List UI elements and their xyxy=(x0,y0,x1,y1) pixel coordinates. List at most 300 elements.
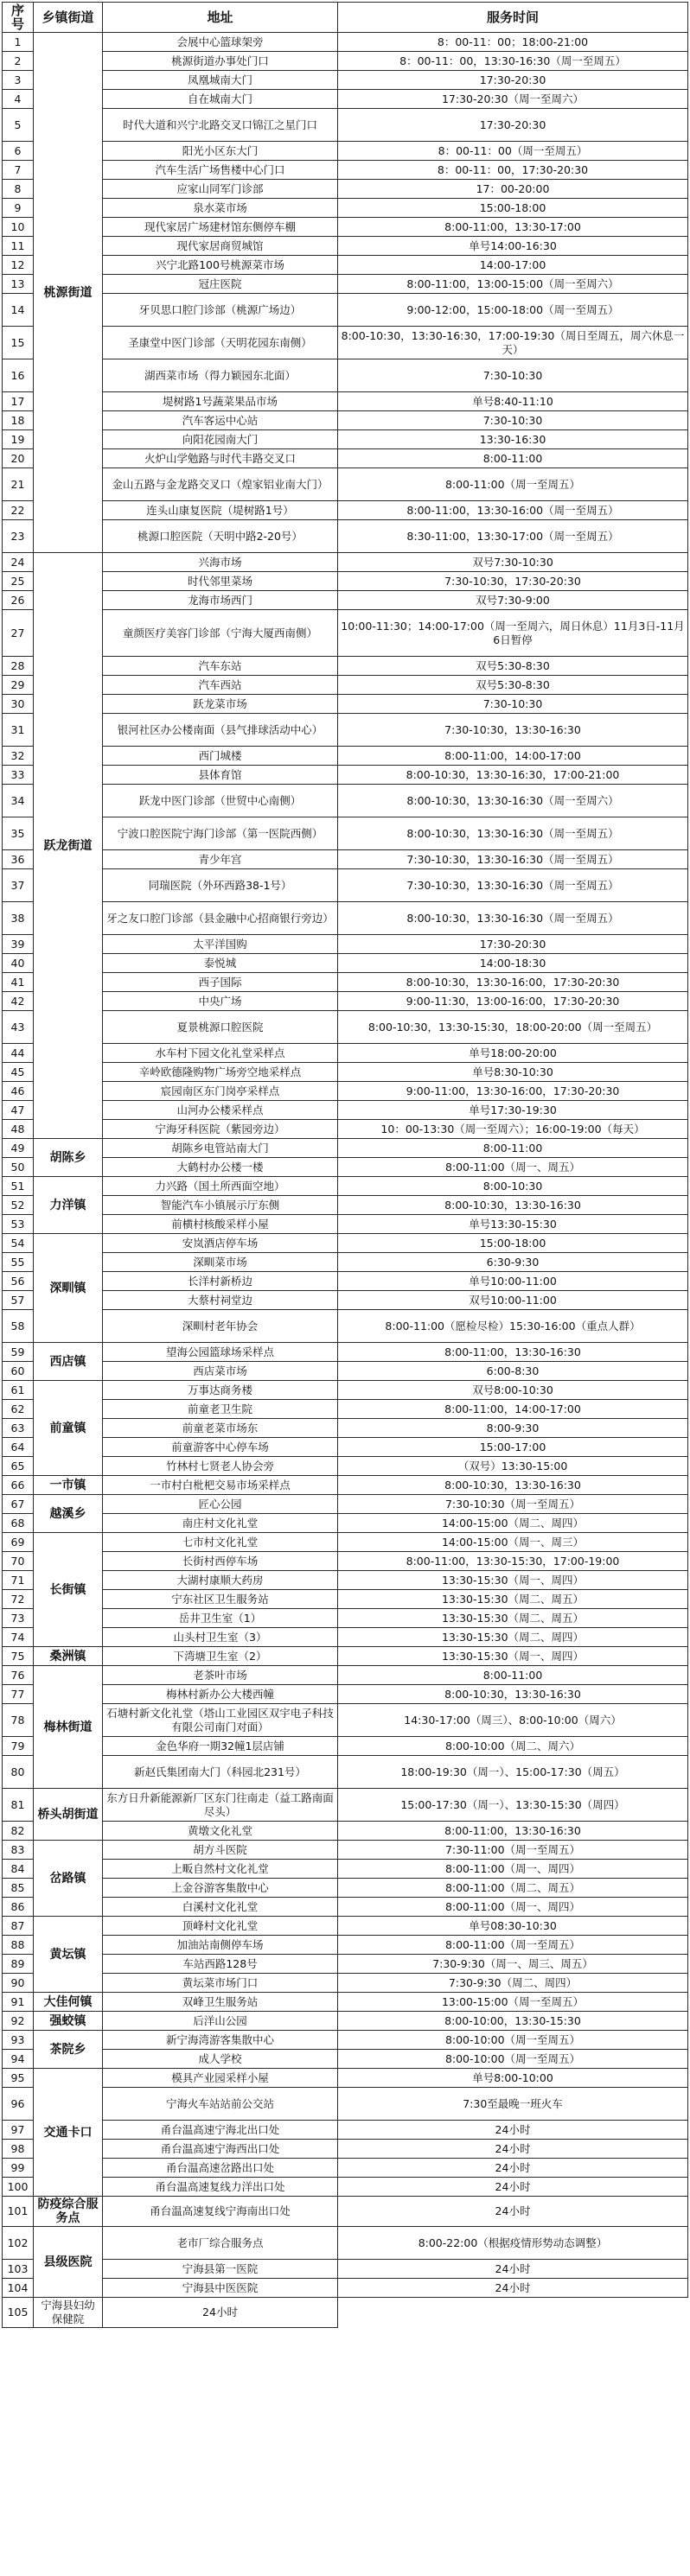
address-cell: 大鹤村办公楼一楼 xyxy=(103,1158,338,1177)
table-row xyxy=(3,1082,688,1101)
serial-number-cell: 40 xyxy=(3,954,34,973)
table-row xyxy=(3,33,688,52)
serial-number-cell: 20 xyxy=(3,449,34,468)
table-row xyxy=(3,1571,688,1590)
address-cell: 时代大道和兴宁北路交叉口锦江之星门口 xyxy=(103,109,338,142)
service-hours-cell: 单号13:30-15:30 xyxy=(338,1215,688,1234)
table-row xyxy=(3,1590,688,1609)
table-row xyxy=(3,1822,688,1841)
address-cell: 下湾塘卫生室（2） xyxy=(103,1647,338,1666)
header-town: 乡镇街道 xyxy=(34,3,103,33)
town-cell: 岔路镇 xyxy=(34,1841,103,1917)
header-service-hours: 服务时间 xyxy=(338,3,688,33)
address-cell: 县体育馆 xyxy=(103,766,338,785)
address-cell: 万事达商务楼 xyxy=(103,1381,338,1400)
serial-number-cell: 44 xyxy=(3,1044,34,1063)
service-hours-cell: 双号10:00-11:00 xyxy=(338,1291,688,1310)
address-cell: 甬台温高速复线宁海南出口处 xyxy=(103,2197,338,2227)
table-row xyxy=(3,935,688,954)
table-row xyxy=(3,1860,688,1879)
table-row xyxy=(3,714,688,747)
address-cell: 胡方斗医院 xyxy=(103,1841,338,1860)
serial-number-cell: 86 xyxy=(3,1898,34,1917)
address-cell: 泉水菜市场 xyxy=(103,199,338,218)
service-hours-cell: 8:00-11:00，14:00-17:00 xyxy=(338,1400,688,1419)
table-row xyxy=(3,902,688,935)
serial-number-cell: 21 xyxy=(3,468,34,501)
serial-number-cell: 71 xyxy=(3,1571,34,1590)
service-hours-cell: 13:00-15:00（周一至周五） xyxy=(338,1993,688,2012)
table-row xyxy=(3,850,688,869)
address-cell: 西门城楼 xyxy=(103,747,338,766)
table-row xyxy=(3,2227,688,2260)
table-row xyxy=(3,766,688,785)
address-cell: 凤凰城南大门 xyxy=(103,71,338,90)
serial-number-cell: 52 xyxy=(3,1196,34,1215)
table-row xyxy=(3,1253,688,1272)
table-row xyxy=(3,2298,688,2328)
service-hours-cell: 8:00-11:00，13:30-16:30 xyxy=(338,1822,688,1841)
address-cell: 金山五路与金龙路交叉口（煌家铝业南大门） xyxy=(103,468,338,501)
table-row xyxy=(3,1457,688,1476)
serial-number-cell: 7 xyxy=(3,161,34,180)
serial-number-cell: 9 xyxy=(3,199,34,218)
serial-number-cell: 94 xyxy=(3,2050,34,2069)
table-row xyxy=(3,973,688,992)
table-row xyxy=(3,657,688,676)
serial-number-cell: 26 xyxy=(3,591,34,610)
testing-sites-table xyxy=(2,2,688,2328)
address-cell: 汽车客运中心站 xyxy=(103,411,338,430)
table-row xyxy=(3,2088,688,2121)
table-row xyxy=(3,1215,688,1234)
address-cell: 车站西路128号 xyxy=(103,1955,338,1974)
serial-number-cell: 11 xyxy=(3,237,34,256)
serial-number-cell: 62 xyxy=(3,1400,34,1419)
serial-number-cell: 38 xyxy=(3,902,34,935)
address-cell: 西子国际 xyxy=(103,973,338,992)
service-hours-cell: 7:30-9:30（周二、周四） xyxy=(338,1974,688,1993)
address-cell: 七市村文化礼堂 xyxy=(103,1533,338,1552)
address-cell: 水车村下园文化礼堂采样点 xyxy=(103,1044,338,1063)
service-hours-cell: 8:00-11:00，13:30-15:30，17:00-19:00 xyxy=(338,1552,688,1571)
address-cell: 岳井卫生室（1） xyxy=(103,1609,338,1628)
serial-number-cell: 16 xyxy=(3,359,34,392)
address-cell: 同瑞医院（外环西路38-1号） xyxy=(103,869,338,902)
serial-number-cell: 32 xyxy=(3,747,34,766)
serial-number-cell: 96 xyxy=(3,2088,34,2121)
table-row xyxy=(3,1120,688,1139)
address-cell: 黄墩文化礼堂 xyxy=(103,1822,338,1841)
town-cell: 防疫综合服务点 xyxy=(34,2197,103,2227)
address-cell: 现代家居广场建材馆东侧停车棚 xyxy=(103,218,338,237)
address-cell: 安岚酒店停车场 xyxy=(103,1234,338,1253)
serial-number-cell: 91 xyxy=(3,1993,34,2012)
table-row xyxy=(3,411,688,430)
table-row xyxy=(3,553,688,572)
table-row xyxy=(3,747,688,766)
town-cell: 跃龙街道 xyxy=(34,553,103,1139)
serial-number-cell: 54 xyxy=(3,1234,34,1253)
service-hours-cell: 15:00-18:00 xyxy=(338,199,688,218)
serial-number-cell: 105 xyxy=(3,2298,34,2328)
service-hours-cell: 单号18:00-20:00 xyxy=(338,1044,688,1063)
address-cell: 长洋村新桥边 xyxy=(103,1272,338,1291)
table-row xyxy=(3,1917,688,1936)
serial-number-cell: 74 xyxy=(3,1628,34,1647)
table-row xyxy=(3,1381,688,1400)
table-row xyxy=(3,1011,688,1044)
town-cell: 桥头胡街道 xyxy=(34,1789,103,1841)
service-hours-cell: 13:30-15:30（周二、周五） xyxy=(338,1590,688,1609)
table-row xyxy=(3,109,688,142)
address-cell: 兴海市场 xyxy=(103,553,338,572)
service-hours-cell: 7:30-10:30，13:30-16:30 xyxy=(338,714,688,747)
table-row xyxy=(3,1704,688,1737)
table-row xyxy=(3,869,688,902)
address-cell: 匠心公园 xyxy=(103,1495,338,1514)
table-row xyxy=(3,294,688,327)
service-hours-cell: 8:00-10:30，13:30-16:00，17:30-20:30 xyxy=(338,973,688,992)
table-row xyxy=(3,1495,688,1514)
serial-number-cell: 15 xyxy=(3,327,34,359)
serial-number-cell: 66 xyxy=(3,1476,34,1495)
service-hours-cell: 8：00-11：00；18:00-21:00 xyxy=(338,33,688,52)
address-cell: 大湖村康顺大药房 xyxy=(103,1571,338,1590)
table-row xyxy=(3,1343,688,1362)
service-hours-cell: 8:00-11:00，13:00-15:00（周一至周六） xyxy=(338,275,688,294)
service-hours-cell: 13:30-16:30 xyxy=(338,430,688,449)
address-cell: 东方日升新能源新厂区东门往南走（益工路南面尽头） xyxy=(103,1789,338,1822)
serial-number-cell: 81 xyxy=(3,1789,34,1822)
table-row xyxy=(3,218,688,237)
serial-number-cell: 56 xyxy=(3,1272,34,1291)
service-hours-cell: 6:00-8:30 xyxy=(338,1362,688,1381)
table-row xyxy=(3,954,688,973)
service-hours-cell: 8:00-10:30，13:30-16:30 xyxy=(338,1476,688,1495)
address-cell: 应家山同军门诊部 xyxy=(103,180,338,199)
town-cell: 胡陈乡 xyxy=(34,1139,103,1177)
address-cell: 长街村西停车场 xyxy=(103,1552,338,1571)
service-hours-cell: 13:30-15:30（周二、周五） xyxy=(338,1609,688,1628)
table-row xyxy=(3,359,688,392)
service-hours-cell: 14:00-15:00（周一、周三） xyxy=(338,1533,688,1552)
serial-number-cell: 4 xyxy=(3,90,34,109)
table-row xyxy=(3,2050,688,2069)
address-cell: 黄坛菜市场门口 xyxy=(103,1974,338,1993)
service-hours-cell: 双号8:00-10:30 xyxy=(338,1381,688,1400)
service-hours-cell: 8：00-11：00，13:30-16:30（周一至周五） xyxy=(338,52,688,71)
service-hours-cell: 24小时 xyxy=(338,2197,688,2227)
address-cell: 宁波口腔医院宁海门诊部（第一医院西侧） xyxy=(103,817,338,850)
address-cell: 跃龙中医门诊部（世贸中心南侧） xyxy=(103,785,338,817)
service-hours-cell: 单号8:40-11:10 xyxy=(338,392,688,411)
service-hours-cell: 8:00-10:30 xyxy=(338,1177,688,1196)
serial-number-cell: 64 xyxy=(3,1438,34,1457)
service-hours-cell: 7:30-10:30 xyxy=(338,695,688,714)
service-hours-cell: 8:30-11:00，13:30-17:00（周一至周五） xyxy=(338,520,688,553)
serial-number-cell: 37 xyxy=(3,869,34,902)
table-row xyxy=(3,1044,688,1063)
table-row xyxy=(3,1196,688,1215)
serial-number-cell: 2 xyxy=(3,52,34,71)
address-cell: 宁东社区卫生服务站 xyxy=(103,1590,338,1609)
address-cell: 圣康堂中医门诊部（天明花园东南侧） xyxy=(103,327,338,359)
table-row xyxy=(3,1419,688,1438)
serial-number-cell: 17 xyxy=(3,392,34,411)
service-hours-cell: 8:00-10:30，13:30-15:30，18:00-20:00（周一至周五） xyxy=(338,1011,688,1044)
serial-number-cell: 98 xyxy=(3,2140,34,2159)
address-cell: 汽车生活广场售楼中心门口 xyxy=(103,161,338,180)
table-row xyxy=(3,1789,688,1822)
table-row xyxy=(3,785,688,817)
serial-number-cell: 46 xyxy=(3,1082,34,1101)
serial-number-cell: 89 xyxy=(3,1955,34,1974)
service-hours-cell: 8:00-11:00，13:30-17:00 xyxy=(338,218,688,237)
table-row xyxy=(3,2012,688,2031)
serial-number-cell: 79 xyxy=(3,1737,34,1756)
table-row xyxy=(3,1139,688,1158)
address-cell: 甬台温高速宁海北出口处 xyxy=(103,2121,338,2140)
address-cell: 新赵氏集团南大门（科园北231号） xyxy=(103,1756,338,1789)
table-row xyxy=(3,142,688,161)
address-cell: 向阳花园南大门 xyxy=(103,430,338,449)
table-row xyxy=(3,1955,688,1974)
serial-number-cell: 103 xyxy=(3,2260,34,2279)
table-row xyxy=(3,1101,688,1120)
address-cell: 大蔡村祠堂边 xyxy=(103,1291,338,1310)
service-hours-cell: （双号）13:30-15:00 xyxy=(338,1457,688,1476)
address-cell: 青少年宫 xyxy=(103,850,338,869)
service-hours-cell: 14:00-17:00 xyxy=(338,256,688,275)
service-hours-cell: 7:30-11:00（周一至周五） xyxy=(338,1841,688,1860)
table-row xyxy=(3,817,688,850)
table-row xyxy=(3,1362,688,1381)
address-cell: 中央广场 xyxy=(103,992,338,1011)
table-row xyxy=(3,237,688,256)
service-hours-cell: 8:00-11:00（周二、周五） xyxy=(338,1879,688,1898)
service-hours-cell: 14:00-18:30 xyxy=(338,954,688,973)
serial-number-cell: 70 xyxy=(3,1552,34,1571)
service-hours-cell: 7:30-10:30 xyxy=(338,359,688,392)
table-row xyxy=(3,1533,688,1552)
table-row xyxy=(3,1685,688,1704)
table-row xyxy=(3,1609,688,1628)
town-cell: 大佳何镇 xyxy=(34,1993,103,2012)
service-hours-cell: 10：00-13:30（周一至周六）；16:00-19:00（每天） xyxy=(338,1120,688,1139)
address-cell: 龙海市场西门 xyxy=(103,591,338,610)
serial-number-cell: 50 xyxy=(3,1158,34,1177)
serial-number-cell: 60 xyxy=(3,1362,34,1381)
town-cell: 桑洲镇 xyxy=(34,1647,103,1666)
address-cell: 宁海火车站站前公交站 xyxy=(103,2088,338,2121)
service-hours-cell: 15:00-18:00 xyxy=(338,1234,688,1253)
serial-number-cell: 22 xyxy=(3,501,34,520)
service-hours-cell: 单号14:00-16:30 xyxy=(338,237,688,256)
service-hours-cell: 8:00-10:30，13:30-16:30（周一至周六） xyxy=(338,785,688,817)
serial-number-cell: 83 xyxy=(3,1841,34,1860)
address-cell: 甬台温高速岔路出口处 xyxy=(103,2159,338,2178)
address-cell: 时代邻里菜场 xyxy=(103,572,338,591)
table-row xyxy=(3,1974,688,1993)
serial-number-cell: 8 xyxy=(3,180,34,199)
service-hours-cell: 24小时 xyxy=(103,2298,338,2328)
serial-number-cell: 95 xyxy=(3,2069,34,2088)
serial-number-cell: 29 xyxy=(3,676,34,695)
service-hours-cell: 7:30-10:30，17:30-20:30 xyxy=(338,572,688,591)
serial-number-cell: 67 xyxy=(3,1495,34,1514)
table-row xyxy=(3,1552,688,1571)
service-hours-cell: 17:30-20:30 xyxy=(338,71,688,90)
serial-number-cell: 88 xyxy=(3,1936,34,1955)
address-cell: 老茶叶市场 xyxy=(103,1666,338,1685)
serial-number-cell: 18 xyxy=(3,411,34,430)
address-cell: 石塘村新文化礼堂（塔山工业园区双宇电子科技有限公司南门对面） xyxy=(103,1704,338,1737)
service-hours-cell: 双号7:30-9:00 xyxy=(338,591,688,610)
table-row xyxy=(3,1666,688,1685)
address-cell: 成人学校 xyxy=(103,2050,338,2069)
serial-number-cell: 14 xyxy=(3,294,34,327)
address-cell: 双峰卫生服务站 xyxy=(103,1993,338,2012)
service-hours-cell: 8:00-11:00（周一、周四） xyxy=(338,1860,688,1879)
table-row xyxy=(3,2197,688,2227)
serial-number-cell: 45 xyxy=(3,1063,34,1082)
serial-number-cell: 47 xyxy=(3,1101,34,1120)
service-hours-cell: 18:00-19:30（周一）、15:00-17:30（周五） xyxy=(338,1756,688,1789)
service-hours-cell: 8:00-10:30，13:30-16:30，17:00-19:30（周日至周五，周六休息一天） xyxy=(338,327,688,359)
address-cell: 新宁海湾游客集散中心 xyxy=(103,2031,338,2050)
service-hours-cell: 13:30-15:30（周一、周四） xyxy=(338,1571,688,1590)
table-row xyxy=(3,430,688,449)
table-row xyxy=(3,992,688,1011)
serial-number-cell: 1 xyxy=(3,33,34,52)
service-hours-cell: 8:00-10:00（周一至周五） xyxy=(338,2050,688,2069)
table-row xyxy=(3,1737,688,1756)
service-hours-cell: 单号8:00-10:00 xyxy=(338,2069,688,2088)
header-row xyxy=(3,3,688,33)
table-row xyxy=(3,2159,688,2178)
address-cell: 智能汽车小镇展示厅东侧 xyxy=(103,1196,338,1215)
serial-number-cell: 12 xyxy=(3,256,34,275)
address-cell: 前童老卫生院 xyxy=(103,1400,338,1419)
table-row xyxy=(3,1514,688,1533)
serial-number-cell: 28 xyxy=(3,657,34,676)
address-cell: 堤树路1号蔬菜果品市场 xyxy=(103,392,338,411)
service-hours-cell: 单号08:30-10:30 xyxy=(338,1917,688,1936)
address-cell: 后洋山公园 xyxy=(103,2012,338,2031)
address-cell: 牙贝思口腔门诊部（桃源广场边） xyxy=(103,294,338,327)
serial-number-cell: 73 xyxy=(3,1609,34,1628)
serial-number-cell: 23 xyxy=(3,520,34,553)
town-cell: 县级医院 xyxy=(34,2227,103,2298)
town-cell: 一市镇 xyxy=(34,1476,103,1495)
table-row xyxy=(3,71,688,90)
serial-number-cell: 72 xyxy=(3,1590,34,1609)
table-row xyxy=(3,199,688,218)
serial-number-cell: 82 xyxy=(3,1822,34,1841)
service-hours-cell: 13:30-15:30（周二、周四） xyxy=(338,1628,688,1647)
town-cell: 深甽镇 xyxy=(34,1234,103,1343)
serial-number-cell: 43 xyxy=(3,1011,34,1044)
service-hours-cell: 7:30-10:30（周一至周五） xyxy=(338,1495,688,1514)
town-cell: 桃源街道 xyxy=(34,33,103,553)
address-cell: 牙之友口腔门诊部（县金融中心招商银行旁边） xyxy=(103,902,338,935)
address-cell: 银河社区办公楼南面（县气排球活动中心） xyxy=(103,714,338,747)
table-row xyxy=(3,2031,688,2050)
serial-number-cell: 59 xyxy=(3,1343,34,1362)
address-cell: 跃龙菜市场 xyxy=(103,695,338,714)
service-hours-cell: 24小时 xyxy=(338,2279,688,2298)
table-row xyxy=(3,1272,688,1291)
serial-number-cell: 65 xyxy=(3,1457,34,1476)
service-hours-cell: 8:00-10:00，13:30-15:30 xyxy=(338,2012,688,2031)
serial-number-cell: 61 xyxy=(3,1381,34,1400)
service-hours-cell: 8：00-11：00（周一至周五） xyxy=(338,142,688,161)
address-cell: 上畈自然村文化礼堂 xyxy=(103,1860,338,1879)
address-cell: 辛岭欧德隆购物广场旁空地采样点 xyxy=(103,1063,338,1082)
service-hours-cell: 7:30-10:30，13:30-16:30（周一至周五） xyxy=(338,850,688,869)
address-cell: 兴宁北路100号桃源菜市场 xyxy=(103,256,338,275)
address-cell: 老市厂综合服务点 xyxy=(103,2227,338,2260)
town-cell: 前童镇 xyxy=(34,1381,103,1476)
service-hours-cell: 14:30-17:00（周三）、8:00-10:00（周六） xyxy=(338,1704,688,1737)
address-cell: 桃源街道办事处门口 xyxy=(103,52,338,71)
service-hours-cell: 24小时 xyxy=(338,2159,688,2178)
table-row xyxy=(3,1993,688,2012)
serial-number-cell: 19 xyxy=(3,430,34,449)
address-cell: 力兴路（国土所西面空地） xyxy=(103,1177,338,1196)
address-cell: 甬台温高速复线力洋出口处 xyxy=(103,2178,338,2197)
town-cell: 茶院乡 xyxy=(34,2031,103,2069)
service-hours-cell: 单号8:30-10:30 xyxy=(338,1063,688,1082)
table-row xyxy=(3,180,688,199)
address-cell: 金色华府一期32幢1层店铺 xyxy=(103,1737,338,1756)
address-cell: 自在城南大门 xyxy=(103,90,338,109)
table-row xyxy=(3,90,688,109)
table-row xyxy=(3,1158,688,1177)
address-cell: 前横村核酸采样小屋 xyxy=(103,1215,338,1234)
serial-number-cell: 78 xyxy=(3,1704,34,1737)
service-hours-cell: 24小时 xyxy=(338,2178,688,2197)
serial-number-cell: 85 xyxy=(3,1879,34,1898)
service-hours-cell: 8:00-11:00（愿检尽检）15:30-16:00（重点人群） xyxy=(338,1310,688,1343)
table-row xyxy=(3,2121,688,2140)
table-row xyxy=(3,1879,688,1898)
service-hours-cell: 7:30-9:30（周一、周三、周五） xyxy=(338,1955,688,1974)
address-cell: 白溪村文化礼堂 xyxy=(103,1898,338,1917)
serial-number-cell: 41 xyxy=(3,973,34,992)
serial-number-cell: 48 xyxy=(3,1120,34,1139)
serial-number-cell: 58 xyxy=(3,1310,34,1343)
serial-number-cell: 42 xyxy=(3,992,34,1011)
service-hours-cell: 9:00-12:00，15:00-18:00（周一至周五） xyxy=(338,294,688,327)
serial-number-cell: 57 xyxy=(3,1291,34,1310)
service-hours-cell: 8:00-10:30，13:30-16:30（周一至周五） xyxy=(338,902,688,935)
serial-number-cell: 99 xyxy=(3,2159,34,2178)
table-row xyxy=(3,676,688,695)
address-cell: 现代家居商贸城馆 xyxy=(103,237,338,256)
address-cell: 一市村白枇杷交易市场采样点 xyxy=(103,1476,338,1495)
service-hours-cell: 17:30-20:30 xyxy=(338,109,688,142)
service-hours-cell: 8:00-10:30，13:30-16:30 xyxy=(338,1196,688,1215)
service-hours-cell: 17：00-20:00 xyxy=(338,180,688,199)
address-cell: 深甽村老年协会 xyxy=(103,1310,338,1343)
serial-number-cell: 3 xyxy=(3,71,34,90)
table-row xyxy=(3,2140,688,2159)
address-cell: 上金谷游客集散中心 xyxy=(103,1879,338,1898)
service-hours-cell: 8:00-10:30，13:30-16:30，17:00-21:00 xyxy=(338,766,688,785)
service-hours-cell: 17:30-20:30 xyxy=(338,935,688,954)
